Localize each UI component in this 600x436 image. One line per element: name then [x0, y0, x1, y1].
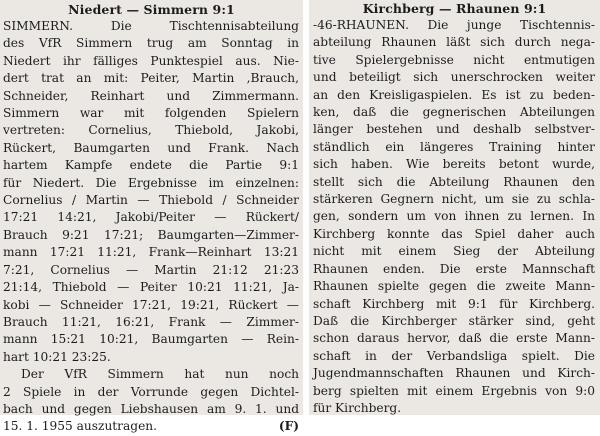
text-line: abteilung Rhaunen läßt sich durch nega-: [313, 35, 595, 50]
text-line: länger bestehen und deshalb selbstver-: [313, 122, 595, 137]
text-line: stellt sich die Abteilung Rhaunen den: [313, 174, 595, 189]
author-signature: (F): [278, 419, 299, 434]
text-line: Cornelius / Martin — Thiebold / Schneider: [3, 193, 299, 208]
text-line: kobi — Schneider 17:21, 19:21, Rückert —: [3, 297, 299, 312]
text-line: tive Spielergebnisse nicht entmutigen: [313, 52, 595, 67]
text-line: ken, daß die gegnerischen Abteilungen: [313, 105, 595, 120]
text-line: stärkeren Gegnern nicht, um sie zu schla-: [313, 192, 595, 207]
text-line: berg spielten mit einem Ergebnis von 9:0: [313, 383, 595, 398]
text-line: Rhaunen enden. Die erste Mannschaft: [313, 261, 595, 276]
text-line: Daß die Kirchberger stärker sind, geht: [313, 313, 595, 328]
text-line: 21:14, Thiebold — Peiter 10:21 11:21, Ja-: [3, 280, 299, 295]
text-line: bach und gegen Liebshausen am 9. 1. und: [3, 401, 299, 416]
text-line: mann 15:21 10:21, Baumgarten — Rein-: [3, 332, 299, 347]
text-line: mann 17:21 11:21, Frank—Reinhart 13:21: [3, 245, 299, 260]
text-line: nicht mit einem Sieg der Abteilung: [313, 244, 595, 259]
text-line: Niedert ihr fälliges Punktespiel aus. Nie-: [3, 53, 299, 68]
text-line: SIMMERN. Die Tischtennisabteilung: [3, 19, 299, 33]
text-line-with-signature: [3, 418, 299, 435]
text-line: 2 Spiele in der Vorrunde gegen Dichtel-: [3, 384, 299, 399]
text-line: 7:21, Cornelius — Martin 21:12 21:23: [3, 262, 299, 277]
text-line: -46-RHAUNEN. Die junge Tischtennis-: [313, 18, 595, 32]
text-line: ständlich ein längeres Training hinter: [313, 139, 595, 154]
text-line: Jugendmannschaften Rhaunen und Kirch-: [313, 366, 595, 381]
text-line: schaft in der Verbandsliga spielt. Die: [313, 348, 595, 363]
text-line: Kirchberg konnte das Spiel daher auch: [313, 226, 595, 241]
text-line: für Kirchberg.: [313, 400, 402, 415]
text-line: Brauch 11:21, 16:21, Frank — Zimmer-: [3, 314, 299, 329]
right-headline: Kirchberg — Rhaunen 9:1: [362, 1, 547, 16]
text-line: für Niedert. Die Ergebnisse im einzelnen:: [3, 175, 299, 190]
text-line: 17:21 14:21, Jakobi/Peiter — Rückert/: [3, 210, 299, 225]
text-line: Brauch 9:21 17:21; Baumgarten—Zimmer-: [3, 227, 299, 242]
text-line: gen, sondern um von ihnen zu lernen. In: [313, 209, 595, 224]
left-headline: Niedert — Simmern 9:1: [68, 2, 235, 17]
left-paragraph-1: [0, 18, 303, 366]
right-newspaper-clipping: [309, 0, 600, 415]
text-line: Der VfR Simmern hat nun noch: [21, 367, 299, 382]
text-line: dert trat an mit: Peiter, Martin ,Brauch,: [3, 71, 299, 86]
text-line: Rhaunen spielte gegen die zweite Mann-: [313, 279, 595, 294]
text-line: 15. 1. 1955 auszutragen.: [3, 419, 158, 434]
text-line: sich haben. Wie bereits betont wurde,: [313, 157, 595, 172]
text-line: hart 10:21 23:25.: [3, 349, 111, 364]
text-line: an den Kreisligaspielen. Es ist zu beden-: [313, 87, 595, 102]
text-line: Schneider, Reinhart und Zimmermann.: [3, 88, 299, 103]
text-line: vertreten: Cornelius, Thiebold, Jakobi,: [3, 123, 299, 138]
text-line: hartem Kampfe endete die Partie 9:1: [3, 158, 299, 173]
text-line: schaft Kirchberg mit 9:1 für Kirchberg.: [313, 296, 595, 311]
text-line: Rückert, Baumgarten und Frank. Nach: [3, 140, 299, 155]
right-paragraph-1: [309, 17, 600, 417]
text-line: schon daraus hervor, daß die erste Mann-: [313, 331, 595, 346]
text-line: des VfR Simmern trug am Sonntag in: [3, 36, 299, 51]
left-paragraph-2: [0, 366, 303, 436]
text-line: Simmern war mit folgenden Spielern: [3, 106, 299, 121]
text-line: und beteiligt sich unerschrocken weiter: [313, 70, 595, 85]
